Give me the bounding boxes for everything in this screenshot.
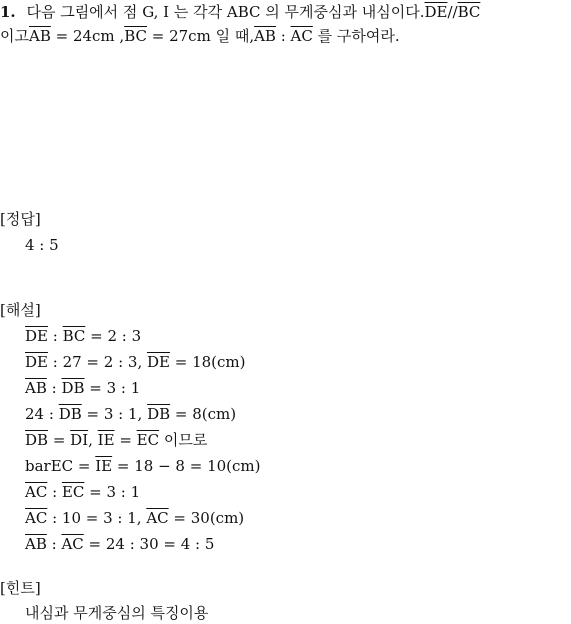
- explanation-line: $\overline{DB} = \overline{DI}$, $\overline{IE} = \overline{EC}$ 이므로: [25, 431, 208, 449]
- explanation-line: $\overline{AC}$ : $\overline{EC} = 3$ : 1: [25, 483, 141, 501]
- question-number: 1.: [0, 3, 16, 21]
- question-text-1: 다음 그림에서 점 G, I 는 각각 ABC 의 무게중심과 내심이다$.\overline{DE}//\overline{BC}$: [26, 3, 481, 21]
- explanation-line: barEC = $\overline{IE} = 18 - 8 = 10(cm)$: [25, 457, 261, 475]
- q2-part-6: :: [275, 27, 291, 45]
- segment-AC: $\overline{AC}$: [290, 27, 313, 45]
- hint-label: [힌트]: [0, 579, 41, 597]
- q2-part-8: 를 구하여라.: [312, 27, 400, 45]
- answer-label: [정답]: [0, 210, 41, 228]
- hint-text: 내심과 무게중심의 특징이용: [25, 604, 209, 622]
- explanation-line: $\overline{AB}$ : $\overline{AC} = 24$ : 30 = 4 : 5: [25, 535, 215, 553]
- explanation-label: [해설]: [0, 301, 41, 319]
- segment-BC: $\overline{BC}$: [124, 27, 147, 45]
- explanation-line: 24 : $\overline{DB} = 3$ : 1, $\overline{DB} = 8(cm)$: [25, 405, 237, 423]
- explanation-line: $\overline{DE}$ : $\overline{BC} = 2$ : 3: [25, 327, 142, 345]
- explanation-line: $\overline{AB}$ : $\overline{DB} = 3$ : 1: [25, 379, 141, 397]
- answer-value: 4 : 5: [25, 236, 59, 254]
- segment-AB: $\overline{AB}$: [28, 27, 51, 45]
- question-line-1: [0, 2, 480, 22]
- segment-AB-2: $\overline{AB}$: [254, 27, 276, 45]
- q2-part-0: 이고: [0, 27, 29, 45]
- figure-area: [0, 66, 571, 206]
- explanation-line: $\overline{AC}$ : 10 = 3 : 1, $\overline{AC} = 30(cm)$: [25, 509, 245, 527]
- explanation-line: $\overline{DE}$ : 27 = 2 : 3, $\overline{DE} = 18(cm)$: [25, 353, 246, 371]
- question-line-2: [0, 26, 400, 46]
- q2-part-4: = 27cm 일 때,: [146, 27, 255, 45]
- q2-part-2: = 24cm ,: [50, 27, 125, 45]
